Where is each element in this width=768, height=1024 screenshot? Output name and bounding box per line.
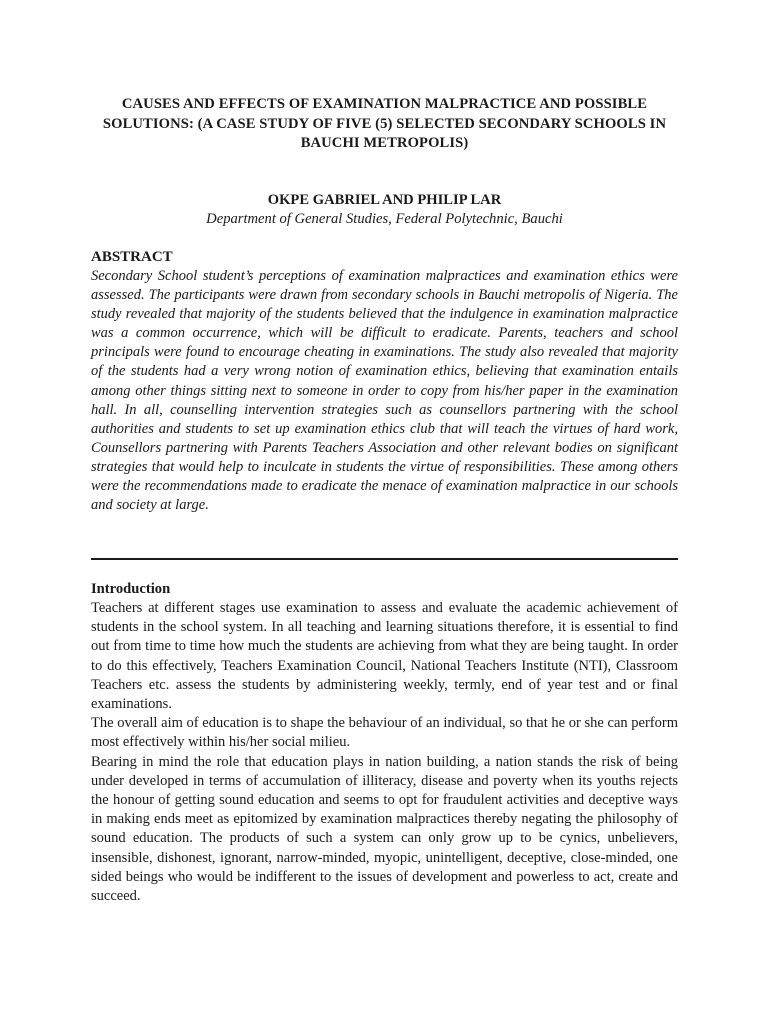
introduction-paragraph: The overall aim of education is to shape the behaviour of an individual, so that he or she can perform most effectively within his/her social milieu. xyxy=(91,715,678,751)
abstract-heading: ABSTRACT xyxy=(91,249,173,265)
introduction-paragraph: Teachers at different stages use examination to assess and evaluate the academic achievement of students in the school system. In all teaching and learning situations therefore, it is essential to find out from time to time how much the students are achieving from what they are being taught. In order to do this effectively, Teachers Examination Council, National Teachers Institute (NTI), Classroom Teachers etc. assess the students by administering weekly, termly, end of year test and or final examinations. xyxy=(91,600,678,713)
abstract-text: Secondary School student’s perceptions of examination malpractices and examination ethics were assessed. The participants were drawn from secondary schools in Bauchi metropolis of Nigeria. The study revealed that majority of the students believed that the indulgence in examination malpractice was a common occurrence, which will be difficult to eradicate. Parents, teachers and school principals were found to encourage cheating in examinations. The study also revealed that majority of the students had a very wrong notion of examination ethics, believing that examination entails among other things sitting next to someone in order to copy from his/her paper in the examination hall. In all, counselling intervention strategies such as counsellors partnering with the school authorities and students to set up examination ethics club that will teach the virtues of hard work, Counsellors partnering with Parents Teachers Association and other relevant bodies on significant strategies that would help to inculcate in students the virtue of responsibilities. These among others were the recommendations made to eradicate the menace of examination malpractice in our schools and society at large. xyxy=(91,268,678,514)
introduction-paragraph: Bearing in mind the role that education plays in nation building, a nation stands the risk of being under developed in terms of accumulation of illiteracy, disease and poverty when its youths rejects the honour of getting sound education and seems to opt for fraudulent activities and deceptive ways in making ends meet as epitomized by examination malpractices thereby negating the philosophy of sound education. The products of such a system can only grow up to be cynics, unbelievers, insensible, dishonest, ignorant, narrow-minded, myopic, unintelligent, deceptive, close-minded, one sided beings who would be indifferent to the issues of development and powerless to act, create and succeed. xyxy=(91,753,678,905)
section-divider xyxy=(91,558,678,560)
paper-authors: OKPE GABRIEL AND PHILIP LAR xyxy=(267,192,502,208)
paper-title: CAUSES AND EFFECTS OF EXAMINATION MALPRACTICE AND POSSIBLE SOLUTIONS: (A CASE STUDY OF FIVE (5) SELECTED SECONDARY SCHOOLS IN BAUCHI METROPOLIS) xyxy=(102,96,667,151)
introduction-heading: Introduction xyxy=(91,581,171,597)
author-affiliation: Department of General Studies, Federal Polytechnic, Bauchi xyxy=(206,211,563,227)
introduction-body xyxy=(91,599,678,906)
